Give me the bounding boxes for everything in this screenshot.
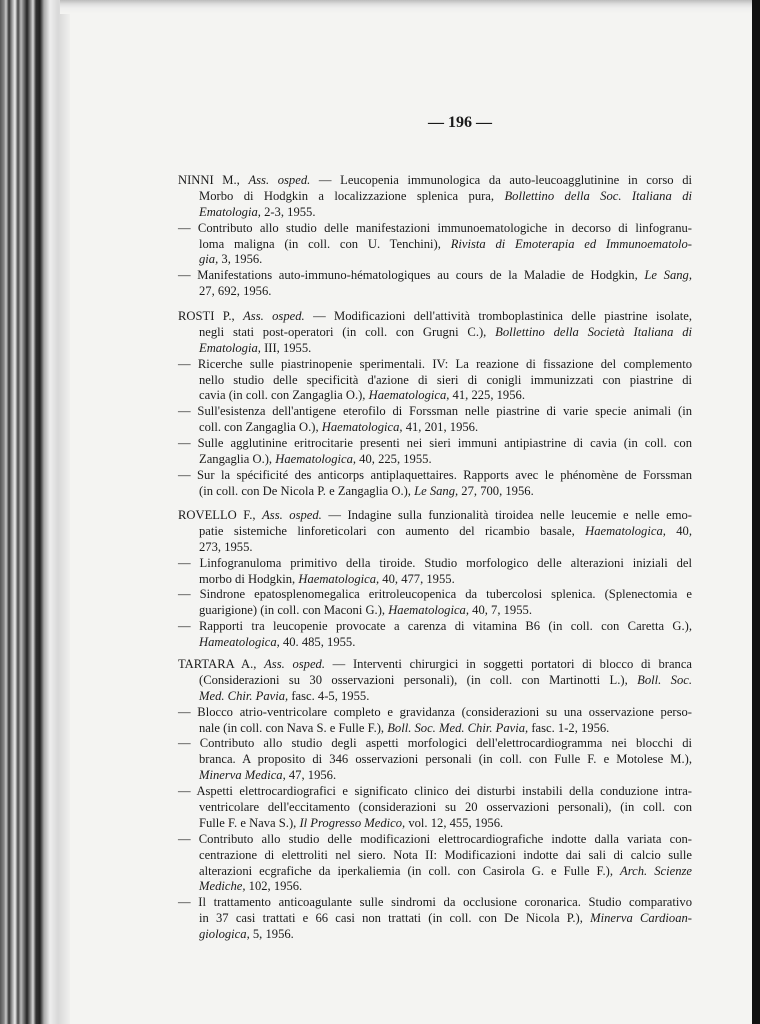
bibliography-entry [178,784,692,832]
entry-line [178,468,692,484]
bibliography-entry [178,587,692,619]
citation-text: nello studio delle specificità d'azione di sieri di conigli immunizzati con piastrine di [199,372,692,387]
citation-text: (in coll. con De Nicola P. e Zangaglia O.), [199,483,415,498]
entry-line [178,309,692,325]
citation-italic-text: Med. Chir. Pavia, [199,688,289,703]
entry-line [178,524,692,540]
entry-line [178,635,692,651]
citation-italic-text: Ass. osped. [243,309,305,323]
entry-line [178,556,692,572]
citation-italic-text: Boll. Soc. Med. Chir. Pavia, [387,720,529,735]
citation-italic-text: Haematologica, [298,571,380,586]
citation-text: — Contributo allo studio degli aspetti morfologici dell'elettrocardiogramma nei blocchi di [178,736,692,751]
citation-italic-text: Haematologica, [585,523,666,538]
entry-line [178,721,692,737]
citation-text: 102, 1956. [245,879,303,894]
bibliography-entry [178,619,692,651]
citation-italic-text: Haematologica, [388,603,469,618]
citation-text: — Sur la spécificité des anticorps antiplaquettaires. Rapports avec le phénomène de Forssman [178,467,692,482]
entry-line [178,619,692,635]
entry-line [178,205,692,221]
citation-text: — Manifestations auto-immuno-hématologiques au cours de la Maladie de Hodgkin, [178,268,645,283]
entry-line [178,816,692,832]
citation-italic-text: Bollettino della Soc. Italiana di [504,188,692,203]
citation-text: patie sistemiche linforeticolari con aumento del ricambio basale, [199,523,586,538]
citation-text: 40, 225, 1955. [356,452,432,467]
entry-line [178,768,692,784]
citation-text: 2-3, 1955. [260,204,316,219]
author-group-rosti [178,309,692,500]
citation-italic-text: Ass. osped. [262,508,322,522]
entry-line [178,657,692,673]
entry-line [178,864,692,880]
citation-text: (Considerazioni su 30 osservazioni personali), (in coll. con Martinotti L.), [199,672,638,687]
citation-text: — Indagine sulla funzionalità tiroidea nelle leucemie e nelle emo- [321,508,692,522]
entry-line [178,252,692,268]
citation-italic-text: Ematologia, [199,340,261,355]
bibliography-entry [178,895,692,943]
citation-italic-text: Le Sang, [644,268,692,283]
bibliography-entry [178,556,692,588]
citation-text: — Sindrone epatosplenomegalica eritroleucopenica da tubercolosi splenica. (Splenectomia e [178,587,692,602]
citation-text: — Contributo allo studio delle modificazioni elettrocardiografiche indotte dalla variata con- [178,831,692,846]
citation-text: 5, 1956. [249,927,294,942]
citation-text: — Interventi chirurgici in soggetti portatori di blocco di branca [324,657,693,671]
entry-line [178,832,692,848]
citation-italic-text: giologica, [199,927,250,942]
citation-text: coll. con Zangaglia O.), [199,420,322,435]
citation-text: Morbo di Hodgkin a localizzazione splenica pura, [199,188,505,203]
entry-line [178,268,692,284]
citation-italic-text: Mediche, [199,879,246,894]
citation-text: 273, 1955. [199,539,253,554]
citation-text: Fulle F. e Nava S.), [199,815,300,830]
bibliography-entry [178,657,692,705]
citation-italic-text: Il Progresso Medico, [299,815,406,830]
citation-text: — Ricerche sulle piastrinopenie sperimentali. IV: La reazione di fissazione del complemento [178,356,692,371]
citation-text: 27, 700, 1956. [458,483,534,498]
entry-line [178,879,692,895]
citation-text: — Sull'esistenza dell'antigene eterofilo di Forssman nelle piastrine di varie specie animali (in [178,404,692,419]
entry-line [178,895,692,911]
entry-line [178,736,692,752]
citation-italic-text: Haematologica, [275,452,357,467]
bibliography-entry [178,508,692,556]
citation-italic-text: Minerva Cardioan- [590,911,692,926]
citation-text: TARTARA A., [178,657,265,671]
entry-line [178,800,692,816]
citation-text: 40, 477, 1955. [379,571,455,586]
citation-text: ventricolare dell'eccitamento (considerazioni su 20 osservazioni personali), (in coll. con [199,800,692,815]
entry-line [178,784,692,800]
citation-italic-text: Arch. Scienze [620,863,692,878]
citation-italic-text: Ematologia, [199,204,261,219]
citation-text: — Modificazioni dell'attività tromboplastinica delle piastrine isolate, [304,309,693,323]
entry-line [178,420,692,436]
citation-text: — Rapporti tra leucopenie provocate a carenza di vitamina B6 (in coll. con Caretta G.), [178,619,692,634]
citation-italic-text: gia, [199,252,219,267]
citation-text: branca. A proposito di 346 osservazioni personali (in coll. con Fulle F. e Motolese M.), [199,752,692,767]
entry-line [178,673,692,689]
entry-line [178,388,692,404]
citation-italic-text: Ass. osped. [248,173,311,187]
citation-italic-text: Ass. osped. [264,657,325,671]
author-group-ninni [178,173,692,300]
citation-text: NINNI M., [178,173,249,187]
citation-text: 41, 201, 1956. [402,420,479,435]
citation-text: alterazioni ecgrafiche da iperkaliemia (in coll. con Casirola G. e Fulle F.), [199,863,621,878]
entry-line [178,911,692,927]
citation-italic-text: Haematologica, [321,420,403,435]
citation-text: — Blocco atrio-ventricolare completo e gravidanza (considerazioni su una osservazione perso- [178,704,692,719]
citation-text: in 37 casi trattati e 66 casi non trattati (in coll. con De Nicola P.), [199,911,591,926]
citation-text: 3, 1956. [218,252,263,267]
entry-line [178,221,692,237]
citation-text: Zangaglia O.), [199,452,276,467]
entry-line [178,705,692,721]
entry-line [178,452,692,468]
citation-text: fasc. 4-5, 1955. [288,688,370,703]
page-number: — 196 — [428,114,492,131]
citation-italic-text: Haematologica, [368,388,450,403]
citation-text: ROSTI P., [178,309,244,323]
bibliography-entry [178,173,692,221]
bibliography-entry [178,404,692,436]
scan-right-edge [752,0,760,1024]
bibliography-entry [178,705,692,737]
bibliography-entry [178,309,692,357]
citation-text: nale (in coll. con Nava S. e Fulle F.), [199,720,388,735]
citation-text: — Il trattamento anticoagulante sulle sindromi da occlusione coronarica. Studio comparativo [178,895,692,910]
bibliography-entry [178,221,692,269]
bibliography-entry [178,468,692,500]
citation-text: vol. 12, 455, 1956. [405,815,504,830]
citation-text: — Leucopenia immunologica da auto-leucoagglutinine in corso di [310,173,692,187]
citation-italic-text: Minerva Medica, [199,768,286,783]
entry-line [178,484,692,500]
citation-text: 41, 225, 1956. [449,388,525,403]
entry-line [178,341,692,357]
entry-line [178,284,692,300]
citation-text: III, 1955. [260,340,312,355]
entry-line [178,689,692,705]
citation-text: 40. 485, 1955. [279,635,356,650]
citation-text: 27, 692, 1956. [199,284,272,299]
citation-italic-text: Le Sang, [414,483,459,498]
citation-text: negli stati post-operatori (in coll. con Grugni C.), [199,324,496,339]
citation-italic-text: Rivista di Emoterapia ed Immunoematolo- [450,236,692,251]
entry-line [178,572,692,588]
entry-line [178,237,692,253]
scan-top-edge [60,0,760,14]
author-group-rovello [178,508,692,651]
scan-left-edge [0,0,70,1024]
citation-text: cavia (in coll. con Zangaglia O.), [199,388,369,403]
entry-line [178,173,692,189]
bibliography-entry [178,357,692,405]
entry-line [178,357,692,373]
citation-text: — Sulle agglutinine eritrocitarie presenti nei sieri immuni antipiastrine di cavia (in coll. con [178,436,692,451]
entry-line [178,927,692,943]
citation-text: centrazione di elettroliti nel siero. Nota II: Modificazioni indotte dai sali di calcio sulle [199,847,692,862]
entry-line [178,373,692,389]
entry-line [178,752,692,768]
citation-text: — Contributo allo studio delle manifestazioni immunoematologiche in decorso di linfogranu- [178,220,692,235]
citation-italic-text: Hameatologica, [199,635,280,650]
citation-text: morbo di Hodgkin, [199,571,299,586]
citation-text: guarigione) (in coll. con Maconi G.), [199,603,389,618]
entry-line [178,603,692,619]
citation-text: fasc. 1-2, 1956. [528,720,610,735]
citation-italic-text: Boll. Soc. [637,672,692,687]
entry-line [178,540,692,556]
entry-line [178,508,692,524]
entry-line [178,404,692,420]
citation-text: ROVELLO F., [178,508,263,522]
citation-text: loma maligna (in coll. con U. Tenchini), [199,236,451,251]
bibliography-entry [178,436,692,468]
entry-line [178,189,692,205]
entry-line [178,325,692,341]
citation-text: 47, 1956. [285,768,337,783]
author-group-tartara [178,657,692,943]
entry-line [178,587,692,603]
bibliography-entry [178,268,692,300]
citation-text: 40, [665,523,692,538]
bibliography-entry [178,832,692,896]
bibliography-entry [178,736,692,784]
entry-line [178,436,692,452]
entry-line [178,848,692,864]
citation-text: 40, 7, 1955. [469,603,532,618]
citation-text: — Aspetti elettrocardiografici e significato clinico dei disturbi instabili della conduzione intra- [178,784,692,799]
citation-text: — Linfogranuloma primitivo della tiroide. Studio morfologico delle alterazioni iniziali del [178,555,692,570]
citation-italic-text: Bollettino della Società Italiana di [495,324,693,339]
